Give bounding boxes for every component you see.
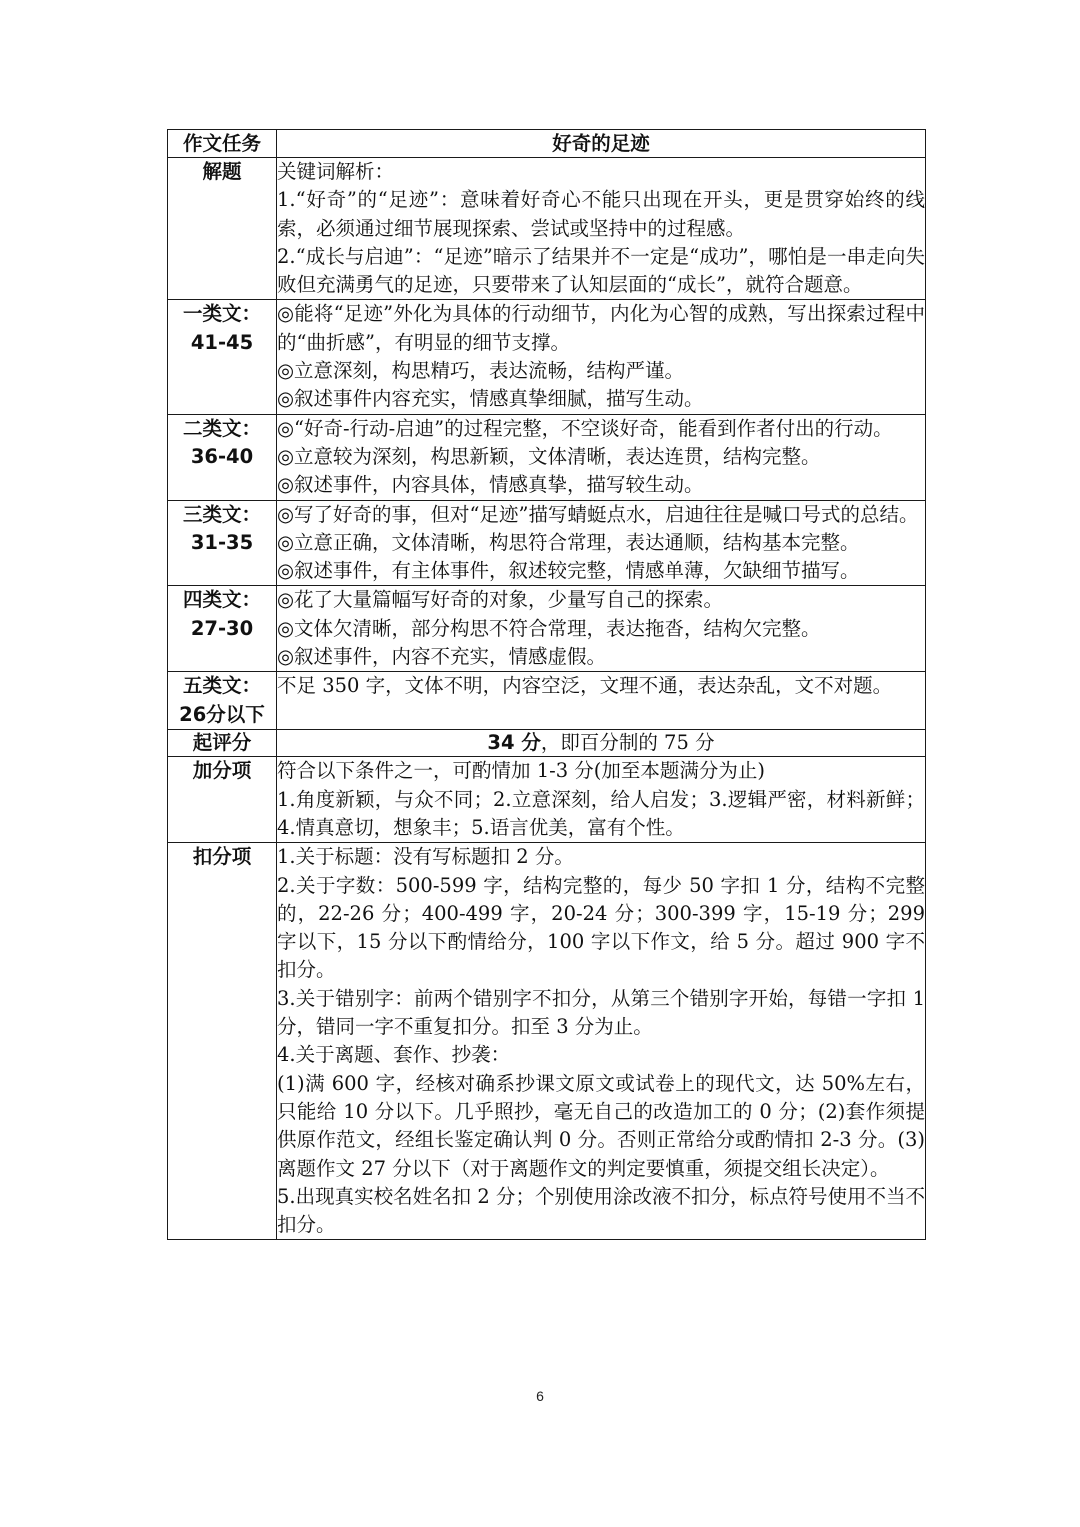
- list-item: ◎立意正确，文体清晰，构思符合常理，表达通顺，结构基本完整。: [277, 530, 860, 554]
- row-label-class3: 三类文： 31-35: [168, 500, 277, 586]
- list-item: ◎立意较为深刻，构思新颖，文体清晰，表达连贯，结构完整。: [277, 444, 821, 468]
- table-row: [168, 300, 926, 414]
- list-item: 1.“好奇”的“足迹”：意味着好奇心不能只出现在开头，更是贯穿始终的线索，必须通过细节展现探索、尝试或坚持中的过程感。: [277, 188, 925, 240]
- row-content-deduct: [277, 843, 926, 1240]
- list-item: ◎文体欠清晰，部分构思不符合常理，表达拖沓，结构欠完整。: [277, 616, 821, 640]
- table-row: [168, 500, 926, 586]
- essay-title: 好奇的足迹: [552, 132, 650, 155]
- row-content-class2: [277, 414, 926, 500]
- table-row: [168, 586, 926, 672]
- table-row: [168, 672, 926, 730]
- row-label-class5: 五类文： 26分以下: [168, 672, 277, 730]
- start-score-value: 34 分: [487, 731, 541, 755]
- table-row: [168, 414, 926, 500]
- table-row: [168, 730, 926, 757]
- list-item: ◎叙述事件，有主体事件，叙述较完整，情感单薄，欠缺细节描写。: [277, 559, 860, 583]
- list-item: ◎花了大量篇幅写好奇的对象，少量写自己的探索。: [277, 588, 724, 612]
- row-content-jieti: [277, 158, 926, 300]
- row-content-bonus: [277, 757, 926, 843]
- list-item: ◎能将“足迹”外化为具体的行动细节，内化为心智的成熟，写出探索过程中的“曲折感”，有明显的细节支撑。: [277, 302, 925, 354]
- list-item: (1)满 600 字，经核对确系抄课文原文或试卷上的现代文，达 50%左右，只能给 10 分以下。几乎照抄，毫无自己的改造加工的 0 分；(2)套作须提供原作范文，经组长鉴定确认判 0 分。否则正常给分或酌情扣 2-3 分。(3)离题作文 27 分以下（对于离题作文的判定要慎重，须提交组长决定）。: [277, 1071, 925, 1180]
- row-content-class1: [277, 300, 926, 414]
- list-item: 不足 350 字，文体不明，内容空泛，文理不通，表达杂乱，文不对题。: [277, 674, 893, 698]
- row-label-class1: 一类文： 41-45: [168, 300, 277, 414]
- grading-table: [167, 129, 926, 1240]
- row-label-start-score: 起评分: [168, 730, 277, 757]
- list-item: ◎叙述事件，内容不充实，情感虚假。: [277, 645, 607, 669]
- table-row: [168, 158, 926, 300]
- header-label-cell: [168, 130, 277, 158]
- table-row: [168, 757, 926, 843]
- list-item: 2.“成长与启迪”：“足迹”暗示了结果并不一定是“成功”，哪怕是一串走向失败但充满勇气的足迹，只要带来了认知层面的“成长”，就符合题意。: [277, 244, 925, 297]
- list-item: ◎写了好奇的事，但对“足迹”描写蜻蜓点水，启迪往往是喊口号式的总结。: [277, 502, 919, 526]
- list-item: ◎叙述事件，内容具体，情感真挚，描写较生动。: [277, 473, 704, 497]
- list-item: 5.出现真实校名姓名扣 2 分；个别使用涂改液不扣分，标点符号使用不当不扣分。: [277, 1184, 925, 1237]
- list-item: 符合以下条件之一，可酌情加 1-3 分(加至本题满分为止): [277, 759, 766, 783]
- list-item: 1.角度新颖，与众不同；2.立意深刻，给人启发；3.逻辑严密，材料新鲜；4.情真意切，想象丰；5.语言优美，富有个性。: [277, 787, 925, 839]
- list-item: ◎叙述事件内容充实，情感真挚细腻，描写生动。: [277, 387, 704, 411]
- list-item: 1.关于标题：没有写标题扣 2 分。: [277, 845, 574, 869]
- list-item: ◎立意深刻，构思精巧，表达流畅，结构严谨。: [277, 359, 685, 383]
- table-row: [168, 843, 926, 1240]
- list-item: 3.关于错别字：前两个错别字不扣分，从第三个错别字开始，每错一字扣 1 分，错同一字不重复扣分。扣至 3 分为止。: [277, 986, 925, 1039]
- row-label-class4: 四类文： 27-30: [168, 586, 277, 672]
- table-header-row: [168, 130, 926, 158]
- row-content-start-score: [277, 730, 926, 757]
- header-label: 作文任务: [182, 132, 261, 155]
- row-label-deduct: 扣分项: [168, 843, 277, 1240]
- row-content-class3: [277, 500, 926, 586]
- list-item: ◎“好奇-行动-启迪”的过程完整，不空谈好奇，能看到作者付出的行动。: [277, 416, 893, 440]
- row-content-class5: [277, 672, 926, 730]
- start-score-note: ，即百分制的 75 分: [540, 731, 715, 755]
- header-title-cell: [277, 130, 926, 158]
- row-content-class4: [277, 586, 926, 672]
- list-item: 2.关于字数：500-599 字，结构完整的，每少 50 字扣 1 分，结构不完整的，22-26 分；400-499 字，20-24 分；300-399 字，15-19 分；299 字以下，15 分以下酌情给分，100 字以下作文，给 5 分。超过 900 字不扣分。: [277, 873, 925, 982]
- list-item: 关键词解析：: [277, 160, 395, 183]
- row-label-bonus: 加分项: [168, 757, 277, 843]
- row-label-class2: 二类文： 36-40: [168, 414, 277, 500]
- list-item: 4.关于离题、套作、抄袭：: [277, 1043, 511, 1067]
- row-label-jieti: 解题: [168, 158, 277, 300]
- page-number: 6: [536, 1388, 544, 1404]
